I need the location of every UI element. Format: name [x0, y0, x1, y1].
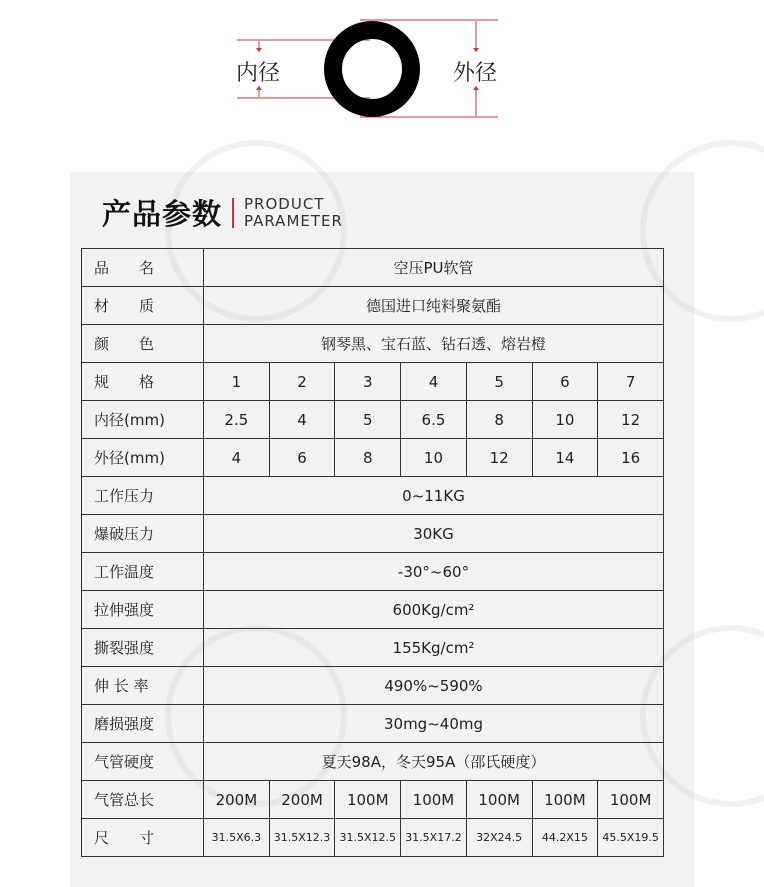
table-row [82, 667, 664, 705]
row-value: 490%~590% [204, 667, 664, 705]
table-row [82, 819, 664, 857]
row-value: 0~11KG [204, 477, 664, 515]
row-cell: 100M [532, 781, 598, 819]
row-label: 拉伸强度 [82, 591, 204, 629]
ring-diagram-svg [0, 0, 764, 160]
section-heading [102, 192, 343, 233]
heading-en-line2: PARAMETER [244, 211, 343, 230]
row-cell: 6 [532, 363, 598, 401]
row-cell: 4 [401, 363, 467, 401]
row-value: 空压PU软管 [204, 249, 664, 287]
row-cell: 12 [598, 401, 664, 439]
row-cell: 31.5X12.5 [335, 819, 401, 857]
row-value: 30mg~40mg [204, 705, 664, 743]
outer-diameter-label: 外径 [453, 61, 498, 86]
row-value: 600Kg/cm² [204, 591, 664, 629]
table-row [82, 591, 664, 629]
row-value: 夏天98A，冬天95A（邵氏硬度） [204, 743, 664, 781]
row-label: 内径(mm) [82, 401, 204, 439]
row-cell: 32X24.5 [466, 819, 532, 857]
row-label: 材 质 [82, 287, 204, 325]
row-cell: 4 [204, 439, 270, 477]
row-cell: 6.5 [401, 401, 467, 439]
row-value: -30°~60° [204, 553, 664, 591]
table-row [82, 743, 664, 781]
row-cell: 45.5X19.5 [598, 819, 664, 857]
row-cell: 100M [335, 781, 401, 819]
row-label: 气管总长 [82, 781, 204, 819]
row-value: 钢琴黑、宝石蓝、钻石透、熔岩橙 [204, 325, 664, 363]
heading-title-cn: 产品参数 [102, 197, 223, 231]
spec-table [81, 248, 664, 857]
table-row [82, 439, 664, 477]
row-label: 规 格 [82, 363, 204, 401]
row-cell: 2 [269, 363, 335, 401]
outer-arrowhead-top [473, 48, 479, 52]
table-row [82, 249, 664, 287]
row-label: 爆破压力 [82, 515, 204, 553]
row-label: 撕裂强度 [82, 629, 204, 667]
table-row [82, 477, 664, 515]
row-cell: 2.5 [204, 401, 270, 439]
inner-arrowhead-top [256, 48, 262, 52]
spec-table-body [82, 249, 664, 857]
row-cell: 10 [401, 439, 467, 477]
row-label: 工作压力 [82, 477, 204, 515]
table-row [82, 325, 664, 363]
row-label: 外径(mm) [82, 439, 204, 477]
table-row [82, 401, 664, 439]
row-cell: 100M [598, 781, 664, 819]
row-cell: 200M [204, 781, 270, 819]
table-row [82, 705, 664, 743]
row-value: 30KG [204, 515, 664, 553]
heading-title-en [244, 196, 343, 230]
table-row [82, 553, 664, 591]
row-cell: 16 [598, 439, 664, 477]
table-row [82, 781, 664, 819]
row-label: 气管硬度 [82, 743, 204, 781]
tube-ring [333, 30, 411, 108]
row-value: 155Kg/cm² [204, 629, 664, 667]
row-cell: 100M [401, 781, 467, 819]
row-label: 磨损强度 [82, 705, 204, 743]
row-cell: 31.5X6.3 [204, 819, 270, 857]
table-row [82, 363, 664, 401]
row-cell: 4 [269, 401, 335, 439]
tube-cross-section-diagram [0, 0, 764, 160]
table-row [82, 629, 664, 667]
row-cell: 44.2X15 [532, 819, 598, 857]
row-cell: 7 [598, 363, 664, 401]
row-cell: 12 [466, 439, 532, 477]
heading-divider [232, 198, 234, 228]
row-cell: 3 [335, 363, 401, 401]
heading-en-line1: PRODUCT [244, 194, 325, 213]
inner-diameter-label: 内径 [236, 61, 281, 86]
row-label: 品 名 [82, 249, 204, 287]
row-value: 德国进口纯料聚氨酯 [204, 287, 664, 325]
row-cell: 14 [532, 439, 598, 477]
row-cell: 100M [466, 781, 532, 819]
table-row [82, 287, 664, 325]
table-row [82, 515, 664, 553]
row-cell: 200M [269, 781, 335, 819]
row-cell: 31.5X17.2 [401, 819, 467, 857]
row-label: 尺 寸 [82, 819, 204, 857]
row-cell: 8 [466, 401, 532, 439]
row-cell: 8 [335, 439, 401, 477]
row-cell: 31.5X12.3 [269, 819, 335, 857]
row-label: 伸 长 率 [82, 667, 204, 705]
row-cell: 10 [532, 401, 598, 439]
row-label: 颜 色 [82, 325, 204, 363]
row-label: 工作温度 [82, 553, 204, 591]
row-cell: 5 [335, 401, 401, 439]
row-cell: 1 [204, 363, 270, 401]
row-cell: 6 [269, 439, 335, 477]
row-cell: 5 [466, 363, 532, 401]
